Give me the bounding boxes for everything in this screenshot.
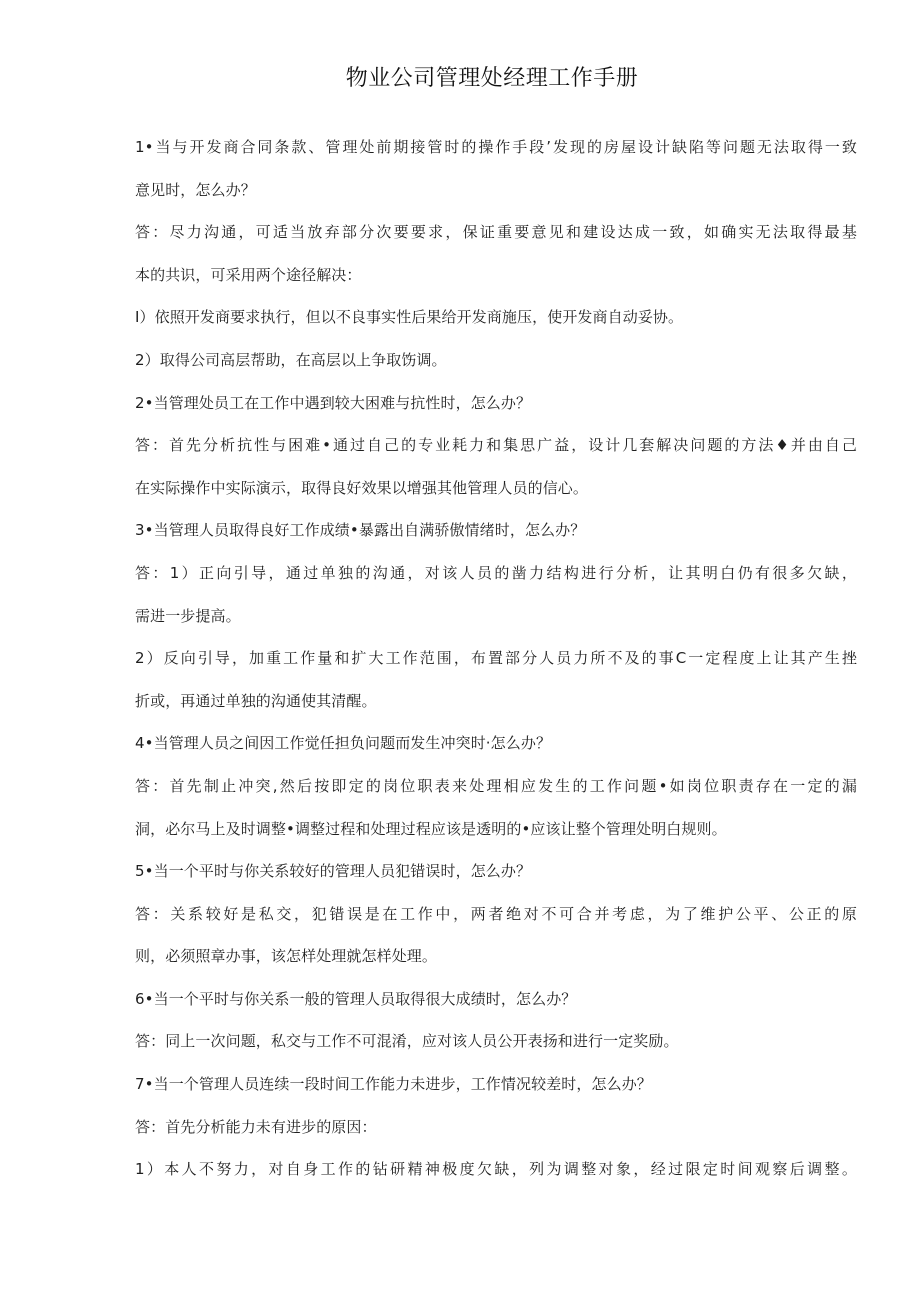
- text-line: 2）反向引导，加重工作量和扩大工作范围，布置部分人员力所不及的事C一定程度上让其产生挫: [135, 649, 857, 668]
- document-body: [135, 126, 857, 1191]
- text-line: 洞，必尔马上及时调整•调整过程和处理过程应该是透明的•应该让整个管理处明白规则。: [135, 819, 727, 838]
- text-line: 6•当一个平时与你关系一般的管理人员取得很大成绩时，怎么办？: [135, 989, 577, 1008]
- text-line: 4•当管理人员之间因工作觉任担负问题而发生冲突时·怎么办？: [135, 734, 552, 753]
- text-line: 需进一步提高。: [135, 606, 241, 625]
- text-line: 答：首先制止冲突,然后按即定的岗位职表来处理相应发生的工作问题•如岗位职责存在一定的漏: [135, 776, 857, 795]
- text-line: 则，必须照章办事，该怎样处理就怎样处理。: [135, 947, 438, 966]
- text-line: 2）取得公司高层帮助，在高层以上争取饬调。: [135, 350, 447, 369]
- text-line: 答：首先分析能力未有进步的原因：: [135, 1117, 377, 1136]
- text-line: 7•当一个管理人员连续一段时间工作能力未进步，工作情况较差时，怎么办？: [135, 1075, 652, 1094]
- text-line: 3•当管理人员取得良好工作成绩•暴露出自满骄傲情绪时，怎么办？: [135, 521, 586, 540]
- text-line: 2•当管理处员工在工作中遇到较大困难与抗性时，怎么办？: [135, 393, 532, 412]
- text-line: 答：尽力沟通，可适当放弃部分次要要求，保证重要意见和建设达成一致，如确实无法取得最基: [135, 223, 857, 242]
- text-line: 折或，再通过单独的沟通使其清醒。: [135, 691, 377, 710]
- page-title: 物业公司管理处经理工作手册: [345, 66, 639, 91]
- text-line: I）依照开发商要求执行，但以不良事实性后果给开发商施压，使开发商自动妥协。: [135, 308, 684, 327]
- text-line: 在实际操作中实际演示，取得良好效果以增强其他管理人员的信心。: [135, 478, 589, 497]
- text-line: 意见时，怎么办？: [135, 180, 256, 199]
- text-line: 答：同上一次问题，私交与工作不可混淆，应对该人员公开表扬和进行一定奖励。: [135, 1032, 679, 1051]
- text-line: 1•当与开发商合同条款、管理处前期接管时的操作手段’发现的房屋设计缺陷等问题无法取得一致: [135, 138, 857, 156]
- text-line: 1）本人不努力，对自身工作的钻研精神极度欠缺，列为调整对象，经过限定时间观察后调整。: [135, 1160, 857, 1179]
- text-line: 5•当一个平时与你关系较好的管理人员犯错误时，怎么办？: [135, 862, 532, 881]
- text-line: 本的共识，可采用两个途径解决：: [135, 265, 362, 284]
- text-line: 答：关系较好是私交，犯错误是在工作中，两者绝对不可合并考虑，为了维护公平、公正的原: [135, 904, 857, 923]
- text-line: 答：1）正向引导，通过单独的沟通，对该人员的凿力结构进行分析，让其明白仍有很多欠缺，: [135, 563, 857, 582]
- text-line: 答：首先分析抗性与困难•通过自己的专业耗力和集思广益，设计几套解决问题的方法♦并由自己: [135, 436, 857, 455]
